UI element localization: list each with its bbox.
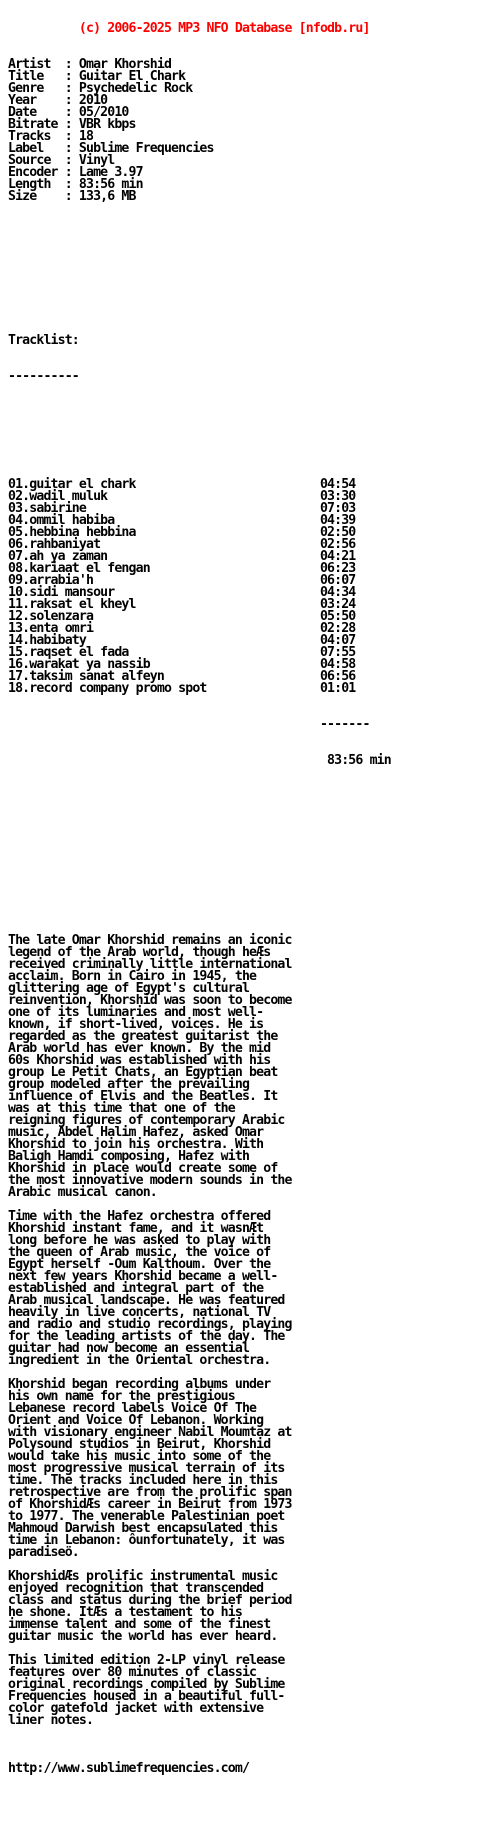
nfo-document xyxy=(8,0,494,1787)
description-paragraph xyxy=(8,1211,494,1367)
tracklist-rule: ---------- xyxy=(8,369,79,384)
description-line: acclaim. Born in Cairo in 1945, the xyxy=(8,969,257,984)
track-item: 07.ah ya zaman 04:21 xyxy=(8,549,356,564)
description-line: guitar had now become an essential xyxy=(8,1341,250,1356)
description-line: Frequencies housed in a beautiful full- xyxy=(8,1689,285,1704)
description-line: reinvention, Khorshid was soon to become xyxy=(8,993,292,1008)
description-line: class and status during the brief period xyxy=(8,1593,292,1608)
description-line: one of its luminaries and most well- xyxy=(8,1005,264,1020)
spacer xyxy=(8,1727,494,1739)
track-item: 17.taksim sanat alfeyn 06:56 xyxy=(8,669,356,684)
description-line: Egypt herself -Oum Kalthoum. Over the xyxy=(8,1257,271,1272)
spacer xyxy=(8,863,494,875)
description-paragraph xyxy=(8,1655,494,1727)
description-line: Polysound studios in Beirut, Khorshid xyxy=(8,1437,271,1452)
description-line: Orient and Voice Of Lebanon. Working xyxy=(8,1413,264,1428)
tracklist xyxy=(8,479,494,695)
spacer xyxy=(8,443,494,455)
metadata-line: Title : Guitar El Chark xyxy=(8,69,186,84)
description-line: long before he was asked to play with xyxy=(8,1233,271,1248)
track-item: 03.sabirine 07:03 xyxy=(8,501,356,516)
track-item: 04.ommil habiba 04:39 xyxy=(8,513,356,528)
description-line: glittering age of Egypt's cultural xyxy=(8,981,250,996)
description-paragraph xyxy=(8,935,494,1199)
description-line: features over 80 minutes of classic xyxy=(8,1665,257,1680)
description-line: color gatefold jacket with extensive xyxy=(8,1701,264,1716)
description-line: guitar music the world has ever heard. xyxy=(8,1629,278,1644)
metadata-line: Genre : Psychedelic Rock xyxy=(8,81,193,96)
track-item: 06.rahbaniyat 02:56 xyxy=(8,537,356,552)
description-line: of KhorshidÆs career in Beirut from 1973 xyxy=(8,1497,292,1512)
description-line: liner notes. xyxy=(8,1713,94,1728)
spacer xyxy=(8,299,494,311)
description-line: reigning figures of contemporary Arabic xyxy=(8,1113,285,1128)
description-line: heavily in live concerts, national TV xyxy=(8,1305,271,1320)
description-line: Baligh Hamdi composing, Hafez with xyxy=(8,1149,250,1164)
track-item: 12.solenzara 05:50 xyxy=(8,609,356,624)
track-item: 02.wadil muluk 03:30 xyxy=(8,489,356,504)
metadata-line: Length : 83:56 min xyxy=(8,177,143,192)
metadata-line: Tracks : 18 xyxy=(8,129,94,144)
description-line: music, Abdel Halim Hafez, asked Omar xyxy=(8,1125,264,1140)
track-item: 01.guitar el chark 04:54 xyxy=(8,477,356,492)
description-line: next few years Khorshid became a well- xyxy=(8,1269,278,1284)
tracklist-heading: Tracklist: xyxy=(8,333,79,348)
description-line: enjoyed recognition that transcended xyxy=(8,1581,264,1596)
description-line: legend of the Arab world, though heÆs xyxy=(8,945,271,960)
track-item: 15.raqset el fada 07:55 xyxy=(8,645,356,660)
description-line: group Le Petit Chats, an Egyptian beat xyxy=(8,1065,278,1080)
metadata-line: Date : 05/2010 xyxy=(8,105,129,120)
track-item: 08.kariaat el fengan 06:23 xyxy=(8,561,356,576)
release-metadata xyxy=(8,59,494,203)
metadata-line: Encoder : Lame 3.97 xyxy=(8,165,143,180)
track-item: 11.raksat el kheyl 03:24 xyxy=(8,597,356,612)
total-rule: ------- xyxy=(8,717,370,732)
description-line: paradiseö. xyxy=(8,1545,79,1560)
description xyxy=(8,935,494,1739)
description-line: group modeled after the prevailing xyxy=(8,1077,250,1092)
metadata-line: Label : Sublime Frequencies xyxy=(8,141,214,156)
metadata-line: Year : 2010 xyxy=(8,93,108,108)
description-line: Arab world has ever known. By the mid xyxy=(8,1041,271,1056)
metadata-line: Bitrate : VBR kbps xyxy=(8,117,136,132)
description-line: This limited edition 2-LP vinyl release xyxy=(8,1653,285,1668)
total-length: 83:56 min xyxy=(8,753,391,768)
description-line: for the leading artists of the day. The xyxy=(8,1329,285,1344)
description-line: Time with the Hafez orchestra offered xyxy=(8,1209,271,1224)
track-item: 14.habibaty 04:07 xyxy=(8,633,356,648)
nfodb-header: (c) 2006-2025 MP3 NFO Database [nfodb.ru] xyxy=(8,21,370,36)
description-line: time in Lebanon: ôunfortunately, it was xyxy=(8,1533,285,1548)
spacer xyxy=(8,227,494,239)
description-line: the most innovative modern sounds in the xyxy=(8,1173,292,1188)
spacer xyxy=(8,263,494,275)
description-line: Arabic musical canon. xyxy=(8,1185,157,1200)
description-line: was at this time that one of the xyxy=(8,1101,235,1116)
description-line: time. The tracks included here in this xyxy=(8,1473,278,1488)
metadata-line: Artist : Omar Khorshid xyxy=(8,57,172,72)
track-item: 09.arrabia'h 06:07 xyxy=(8,573,356,588)
description-line: The late Omar Khorshid remains an iconic xyxy=(8,933,292,948)
description-line: his own name for the prestigious xyxy=(8,1389,235,1404)
description-line: original recordings compiled by Sublime xyxy=(8,1677,285,1692)
spacer xyxy=(8,899,494,911)
metadata-line: Source : Vinyl xyxy=(8,153,115,168)
description-line: received criminally little international xyxy=(8,957,292,972)
spacer xyxy=(8,407,494,419)
description-line: 60s Khorshid was established with his xyxy=(8,1053,271,1068)
description-line: influence of Elvis and the Beatles. It xyxy=(8,1089,278,1104)
spacer xyxy=(8,827,494,839)
description-line: Khorshid to join his orchestra. With xyxy=(8,1137,264,1152)
description-paragraph xyxy=(8,1379,494,1559)
description-line: retrospective are from the prolific span xyxy=(8,1485,292,1500)
description-line: Khorshid in place would create some of xyxy=(8,1161,278,1176)
track-item: 18.record company promo spot 01:01 xyxy=(8,681,356,696)
track-item: 13.enta omri 02:28 xyxy=(8,621,356,636)
metadata-line: Size : 133,6 MB xyxy=(8,189,136,204)
release-url[interactable]: http://www.sublimefrequencies.com/ xyxy=(8,1761,250,1776)
description-line: and radio and studio recordings, playing xyxy=(8,1317,292,1332)
description-line: the queen of Arab music, the voice of xyxy=(8,1245,271,1260)
description-line: Khorshid began recording albums under xyxy=(8,1377,271,1392)
description-line: most progressive musical terrain of its xyxy=(8,1461,285,1476)
description-line: regarded as the greatest guitarist the xyxy=(8,1029,278,1044)
description-line: would take his music into some of the xyxy=(8,1449,271,1464)
track-item: 05.hebbina hebbina 02:50 xyxy=(8,525,356,540)
description-line: KhorshidÆs prolific instrumental music xyxy=(8,1569,278,1584)
description-line: with visionary engineer Nabil Moumtaz at xyxy=(8,1425,292,1440)
description-line: Mahmoud Darwish best encapsulated this xyxy=(8,1521,278,1536)
description-paragraph xyxy=(8,1571,494,1643)
description-line: immense talent and some of the finest xyxy=(8,1617,271,1632)
description-line: ingredient in the Oriental orchestra. xyxy=(8,1353,271,1368)
description-line: he shone. ItÆs a testament to his xyxy=(8,1605,242,1620)
description-line: Arab musical landscape. He was featured xyxy=(8,1293,285,1308)
track-item: 16.warakat ya nassib 04:58 xyxy=(8,657,356,672)
track-item: 10.sidi mansour 04:34 xyxy=(8,585,356,600)
spacer xyxy=(8,791,494,803)
description-line: to 1977. The venerable Palestinian poet xyxy=(8,1509,285,1524)
description-line: Khorshid instant fame, and it wasnÆt xyxy=(8,1221,264,1236)
description-line: established and integral part of the xyxy=(8,1281,264,1296)
description-line: Lebanese record labels Voice Of The xyxy=(8,1401,257,1416)
description-line: known, if short-lived, voices. He is xyxy=(8,1017,264,1032)
